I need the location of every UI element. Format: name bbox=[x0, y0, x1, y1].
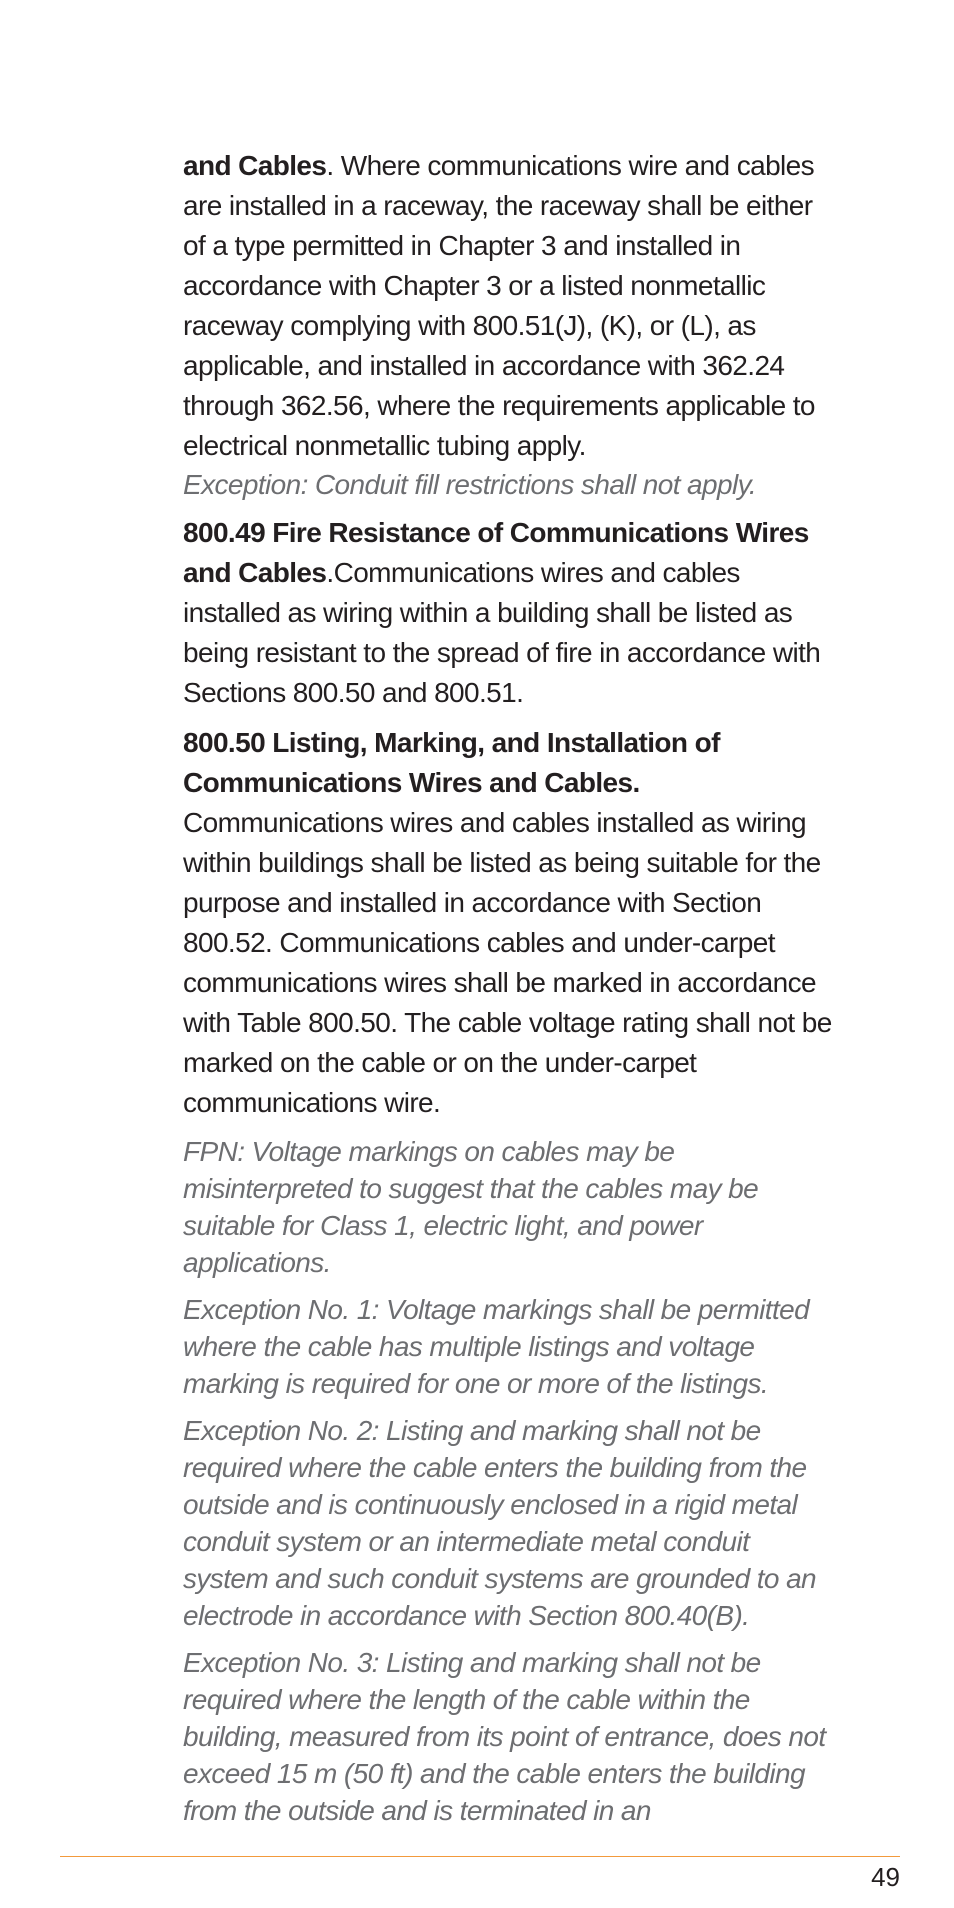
section-800-50-fpn: FPN: Voltage markings on cables may be misinterpreted to suggest that the cables may be suitable for Class 1, electric light, and power applications. bbox=[183, 1136, 759, 1278]
intro-text: . Where communications wire and cables are installed in a raceway, the raceway shall be either of a type permitted in Chapter 3 and installed in accordance with Chapter 3 or a listed nonmetallic raceway complying with 800.51(J), (K), or (L), as applicable, and installed in accordance with 362.24 through 362.56, where the requirements applicable to electrical nonmetallic tubing apply. bbox=[183, 150, 815, 461]
section-800-50-exception-2: Exception No. 2: Listing and marking shall not be required where the cable enters the building from the outside and is continuously enclosed in a rigid metal conduit system or an intermediate metal conduit system and such conduit systems are grounded to an electrode in accordance with Section 800.40(B). bbox=[183, 1415, 817, 1631]
intro-exception: Exception: Conduit fill restrictions shall not apply. bbox=[183, 469, 757, 500]
section-800-50-exception-3: Exception No. 3: Listing and marking shall not be required where the length of the cable within the building, measured from its point of entrance, does not exceed 15 m (50 ft) and the cable enters the building from the outside and is terminated in an bbox=[183, 1647, 826, 1826]
section-800-50-body: Communications wires and cables installed as wiring within buildings shall be listed as being suitable for the purpose and installed in accordance with Section 800.52. Communications cables and under-carpet communications wires shall be marked in accordance with Table 800.50. The cable voltage rating shall not be marked on the cable or on the under-carpet communications wire. bbox=[183, 807, 832, 1118]
page-number: 49 bbox=[871, 1862, 900, 1892]
intro-paragraph bbox=[183, 146, 833, 466]
footer-rule bbox=[60, 1856, 900, 1857]
section-800-49-body: .Communications wires and cables installed as wiring within a building shall be listed as being resistant to the spread of fire in accordance with Sections 800.50 and 800.51. bbox=[183, 557, 821, 708]
intro-lead-bold: and Cables bbox=[183, 150, 327, 181]
section-800-49 bbox=[183, 513, 833, 713]
page-body bbox=[183, 146, 833, 1829]
section-800-49-heading: 800.49 Fire Resistance of Communications Wires and Cables bbox=[183, 517, 809, 588]
section-800-50-exception-1: Exception No. 1: Voltage markings shall be permitted where the cable has multiple listings and voltage marking is required for one or more of the listings. bbox=[183, 1294, 810, 1399]
section-800-50-heading: 800.50 Listing, Marking, and Installation of Communications Wires and Cables. bbox=[183, 727, 720, 798]
